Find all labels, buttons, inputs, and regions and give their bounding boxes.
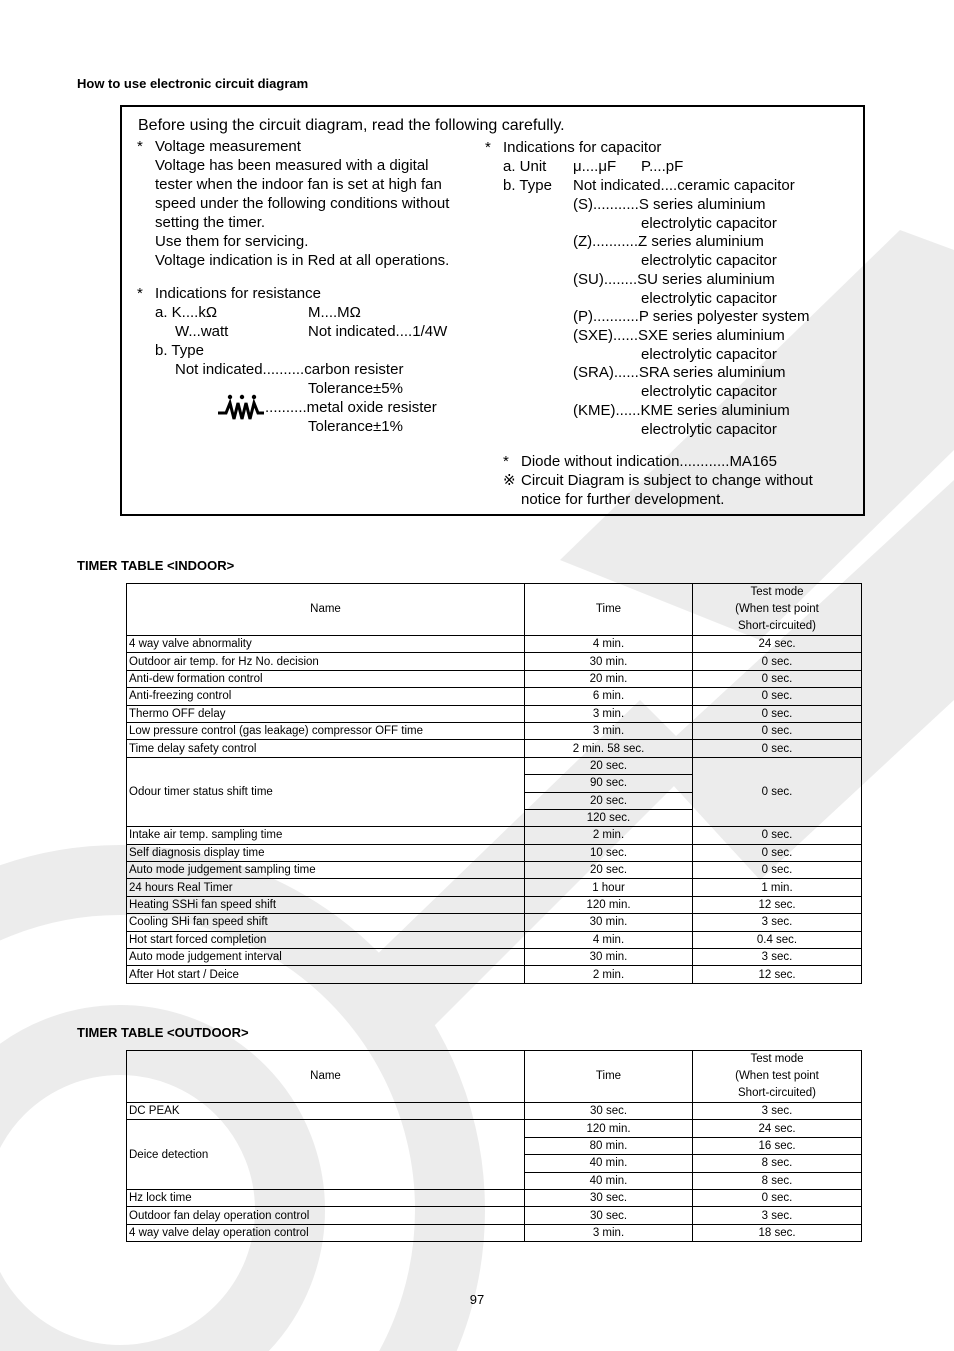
row-time: 4 min. bbox=[525, 636, 693, 653]
row-time: 30 sec. bbox=[525, 1103, 693, 1120]
row-name: Low pressure control (gas leakage) compressor OFF time bbox=[127, 722, 525, 739]
capacitor-unit-pf: P....pF bbox=[641, 158, 684, 175]
carbon-resister: Not indicated..........carbon resister bbox=[175, 361, 404, 378]
table-row bbox=[127, 1189, 862, 1206]
metal-oxide-resistor-icon bbox=[216, 393, 266, 423]
indoor-timer-table bbox=[126, 583, 862, 984]
voltage-line: setting the timer. bbox=[155, 214, 266, 231]
capacitor-type: electrolytic capacitor bbox=[641, 252, 777, 269]
table-row bbox=[127, 653, 862, 670]
row-time: 2 min. bbox=[525, 966, 693, 983]
table-header-row bbox=[127, 584, 862, 636]
row-time: 6 min. bbox=[525, 688, 693, 705]
row-time: 1 hour bbox=[525, 879, 693, 896]
row-test: 12 sec. bbox=[693, 966, 862, 983]
table-row bbox=[127, 1207, 862, 1224]
voltage-line: Voltage has been measured with a digital bbox=[155, 157, 429, 174]
resistor-type-title: b. Type bbox=[155, 342, 204, 359]
row-test: 0 sec. bbox=[693, 722, 862, 739]
change-note-line: notice for further development. bbox=[521, 491, 725, 508]
row-name: Deice detection bbox=[127, 1120, 525, 1190]
notes-box bbox=[120, 105, 865, 516]
row-test: 0 sec. bbox=[693, 757, 862, 827]
row-name: DC PEAK bbox=[127, 1103, 525, 1120]
row-name: Heating SSHi fan speed shift bbox=[127, 896, 525, 913]
row-name: Cooling SHi fan speed shift bbox=[127, 914, 525, 931]
row-time: 30 min. bbox=[525, 914, 693, 931]
outdoor-timer-table bbox=[126, 1050, 862, 1242]
metal-oxide-resister: ..........metal oxide resister bbox=[265, 399, 437, 416]
diode-note: Diode without indication............MA165 bbox=[521, 453, 777, 470]
row-test: 0 sec. bbox=[693, 862, 862, 879]
row-test: 0 sec. bbox=[693, 1189, 862, 1206]
row-time: 30 sec. bbox=[525, 1189, 693, 1206]
row-time: 120 min. bbox=[525, 1120, 693, 1137]
capacitor-unit-uf: μ....μF bbox=[573, 158, 617, 175]
header-time: Time bbox=[525, 584, 693, 636]
capacitor-unit-label: a. Unit bbox=[503, 158, 547, 175]
row-test: 24 sec. bbox=[693, 1120, 862, 1137]
capacitor-type: (SXE)......SXE series aluminium bbox=[573, 327, 785, 344]
unit-not-indicated: Not indicated....1/4W bbox=[308, 323, 448, 340]
table-row bbox=[127, 966, 862, 983]
row-test: 16 sec. bbox=[693, 1137, 862, 1154]
voltage-star: * bbox=[137, 138, 143, 155]
capacitor-title: Indications for capacitor bbox=[503, 139, 662, 156]
row-name: Self diagnosis display time bbox=[127, 844, 525, 861]
row-name: Anti-dew formation control bbox=[127, 670, 525, 687]
unit-mohm: M....MΩ bbox=[308, 304, 361, 321]
row-test: 0 sec. bbox=[693, 653, 862, 670]
row-name: Auto mode judgement sampling time bbox=[127, 862, 525, 879]
row-time: 10 sec. bbox=[525, 844, 693, 861]
row-test: 3 sec. bbox=[693, 1207, 862, 1224]
table-row bbox=[127, 844, 862, 861]
table-row bbox=[127, 740, 862, 757]
capacitor-type: electrolytic capacitor bbox=[641, 290, 777, 307]
table-row bbox=[127, 688, 862, 705]
row-name: Intake air temp. sampling time bbox=[127, 827, 525, 844]
table-row bbox=[127, 914, 862, 931]
change-note-line: Circuit Diagram is subject to change without bbox=[521, 472, 813, 489]
carbon-tolerance: Tolerance±5% bbox=[308, 380, 403, 397]
header-name: Name bbox=[127, 1051, 525, 1103]
row-name: Anti-freezing control bbox=[127, 688, 525, 705]
change-mark: ※ bbox=[503, 472, 516, 489]
table-row bbox=[127, 827, 862, 844]
indoor-table-heading: TIMER TABLE <INDOOR> bbox=[77, 558, 235, 573]
row-name: 4 way valve delay operation control bbox=[127, 1224, 525, 1241]
row-name: 24 hours Real Timer bbox=[127, 879, 525, 896]
row-time: 4 min. bbox=[525, 931, 693, 948]
row-test: 12 sec. bbox=[693, 896, 862, 913]
row-time: 20 sec. bbox=[525, 757, 693, 774]
capacitor-type: electrolytic capacitor bbox=[641, 215, 777, 232]
header-test-line: Test mode bbox=[750, 586, 804, 598]
row-test: 1 min. bbox=[693, 879, 862, 896]
capacitor-type: electrolytic capacitor bbox=[641, 421, 777, 438]
voltage-title: Voltage measurement bbox=[155, 138, 301, 155]
voltage-line: speed under the following conditions without bbox=[155, 195, 450, 212]
table-row bbox=[127, 1120, 862, 1137]
row-name: Outdoor fan delay operation control bbox=[127, 1207, 525, 1224]
table-row bbox=[127, 949, 862, 966]
metal-oxide-tolerance: Tolerance±1% bbox=[308, 418, 403, 435]
capacitor-type: (S)...........S series aluminium bbox=[573, 196, 766, 213]
row-time: 3 min. bbox=[525, 705, 693, 722]
header-name: Name bbox=[127, 584, 525, 636]
table-row bbox=[127, 1103, 862, 1120]
row-time: 2 min. bbox=[525, 827, 693, 844]
capacitor-type: (KME)......KME series aluminium bbox=[573, 402, 790, 419]
table-row bbox=[127, 896, 862, 913]
row-test: 3 sec. bbox=[693, 914, 862, 931]
header-time: Time bbox=[525, 1051, 693, 1103]
header-test-mode bbox=[693, 584, 862, 636]
table-row bbox=[127, 931, 862, 948]
table-row bbox=[127, 1224, 862, 1241]
page-number: 97 bbox=[469, 1292, 485, 1307]
page-heading: How to use electronic circuit diagram bbox=[77, 76, 309, 91]
row-time: 40 min. bbox=[525, 1155, 693, 1172]
row-name: After Hot start / Deice bbox=[127, 966, 525, 983]
row-test: 0 sec. bbox=[693, 705, 862, 722]
row-name: Odour timer status shift time bbox=[127, 757, 525, 827]
header-test-line: (When test point bbox=[735, 603, 819, 615]
row-time: 30 min. bbox=[525, 949, 693, 966]
row-test: 0.4 sec. bbox=[693, 931, 862, 948]
header-test-line: Test mode bbox=[750, 1053, 804, 1065]
row-name: Thermo OFF delay bbox=[127, 705, 525, 722]
table-row bbox=[127, 862, 862, 879]
capacitor-type: (SRA)......SRA series aluminium bbox=[573, 364, 786, 381]
header-test-line: Short-circuited) bbox=[738, 1087, 816, 1099]
row-time: 120 min. bbox=[525, 896, 693, 913]
table-row bbox=[127, 722, 862, 739]
header-test-mode bbox=[693, 1051, 862, 1103]
resistance-title: Indications for resistance bbox=[155, 285, 321, 302]
outdoor-table-heading: TIMER TABLE <OUTDOOR> bbox=[77, 1025, 249, 1040]
capacitor-type: (P)...........P series polyester system bbox=[573, 308, 810, 325]
table-row bbox=[127, 879, 862, 896]
row-time: 30 sec. bbox=[525, 1207, 693, 1224]
header-test-line: (When test point bbox=[735, 1070, 819, 1082]
table-header-row bbox=[127, 1051, 862, 1103]
capacitor-type: (Z)...........Z series aluminium bbox=[573, 233, 764, 250]
notes-title: Before using the circuit diagram, read the following carefully. bbox=[138, 117, 565, 134]
resistance-star: * bbox=[137, 285, 143, 302]
voltage-line: Voltage indication is in Red at all operations. bbox=[155, 252, 450, 269]
row-time: 120 sec. bbox=[525, 809, 693, 826]
row-name: Auto mode judgement interval bbox=[127, 949, 525, 966]
unit-watt: W...watt bbox=[175, 323, 229, 340]
row-time: 3 min. bbox=[525, 722, 693, 739]
row-test: 3 sec. bbox=[693, 949, 862, 966]
capacitor-type: electrolytic capacitor bbox=[641, 383, 777, 400]
capacitor-type-label: b. Type bbox=[503, 177, 552, 194]
capacitor-star: * bbox=[485, 139, 491, 156]
capacitor-type: (SU)........SU series aluminium bbox=[573, 271, 775, 288]
header-test-line: Short-circuited) bbox=[738, 620, 816, 632]
row-test: 18 sec. bbox=[693, 1224, 862, 1241]
row-test: 3 sec. bbox=[693, 1103, 862, 1120]
row-name: Hz lock time bbox=[127, 1189, 525, 1206]
voltage-line: tester when the indoor fan is set at high fan bbox=[155, 176, 442, 193]
row-time: 2 min. 58 sec. bbox=[525, 740, 693, 757]
row-name: 4 way valve abnormality bbox=[127, 636, 525, 653]
row-time: 40 min. bbox=[525, 1172, 693, 1189]
table-row bbox=[127, 757, 862, 774]
table-row bbox=[127, 636, 862, 653]
row-test: 0 sec. bbox=[693, 827, 862, 844]
row-time: 80 min. bbox=[525, 1137, 693, 1154]
table-row bbox=[127, 705, 862, 722]
row-time: 20 sec. bbox=[525, 862, 693, 879]
row-time: 30 min. bbox=[525, 653, 693, 670]
row-name: Time delay safety control bbox=[127, 740, 525, 757]
row-time: 90 sec. bbox=[525, 775, 693, 792]
row-test: 8 sec. bbox=[693, 1155, 862, 1172]
row-name: Hot start forced completion bbox=[127, 931, 525, 948]
row-test: 24 sec. bbox=[693, 636, 862, 653]
row-name: Outdoor air temp. for Hz No. decision bbox=[127, 653, 525, 670]
unit-kohm: a. K....kΩ bbox=[155, 304, 218, 321]
row-test: 0 sec. bbox=[693, 670, 862, 687]
diode-star: * bbox=[503, 453, 509, 470]
row-time: 20 sec. bbox=[525, 792, 693, 809]
row-test: 0 sec. bbox=[693, 688, 862, 705]
capacitor-type: Not indicated....ceramic capacitor bbox=[573, 177, 795, 194]
capacitor-type: electrolytic capacitor bbox=[641, 346, 777, 363]
row-test: 8 sec. bbox=[693, 1172, 862, 1189]
voltage-line: Use them for servicing. bbox=[155, 233, 309, 250]
row-time: 3 min. bbox=[525, 1224, 693, 1241]
row-test: 0 sec. bbox=[693, 740, 862, 757]
table-row bbox=[127, 670, 862, 687]
row-test: 0 sec. bbox=[693, 844, 862, 861]
row-time: 20 min. bbox=[525, 670, 693, 687]
